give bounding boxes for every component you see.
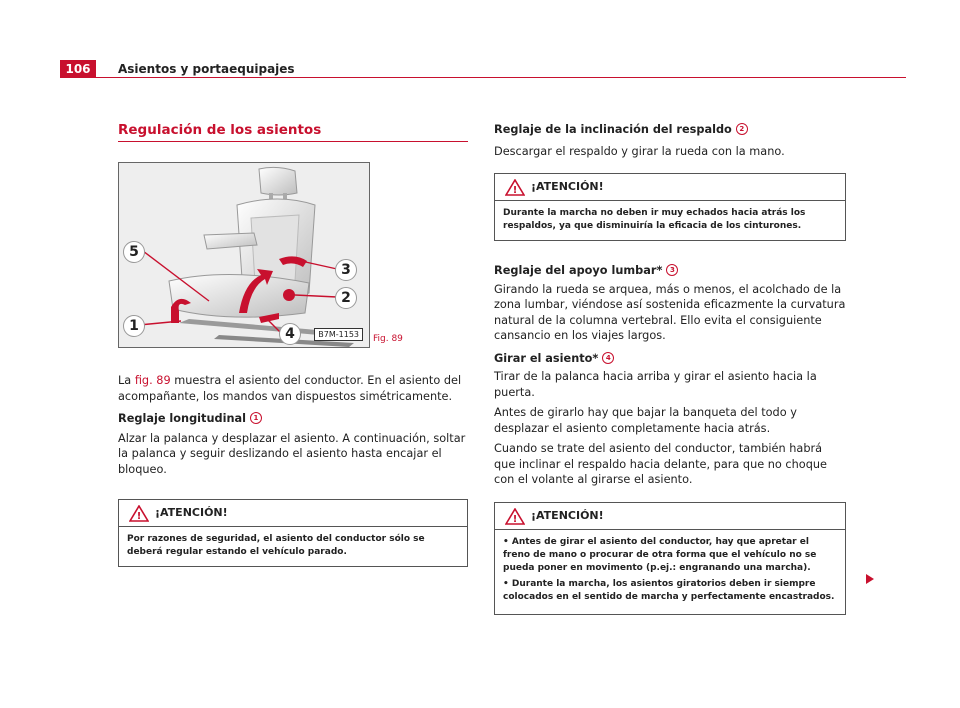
- callout-1: 1: [123, 315, 145, 337]
- svg-text:!: !: [512, 513, 518, 525]
- figure-caption: Fig. 89: [373, 334, 403, 344]
- rotate-text-2: Antes de girarlo hay que bajar la banqueta del todo y desplazar el asiento completamente hacia atrás.: [494, 406, 797, 435]
- warning-box-right-1: [494, 173, 846, 241]
- figure-link[interactable]: fig. 89: [134, 374, 171, 387]
- warning-body: [495, 530, 845, 614]
- running-title: Asientos y portaequipajes: [118, 62, 295, 76]
- rotate-text-1: Tirar de la palanca hacia arriba y girar el asiento hacia la puerta.: [494, 370, 817, 399]
- warning-box-right-2: [494, 502, 846, 615]
- callout-4: 4: [279, 323, 301, 345]
- warning-item: • Durante la marcha, los asientos giratorios deben ir siempre colocados en el sentido de marcha y perfectamente encastrados.: [503, 578, 835, 602]
- rotate-heading: [494, 351, 846, 367]
- longitudinal-heading-text: Reglaje longitudinal: [118, 412, 246, 425]
- intro-prefix: La: [118, 374, 135, 387]
- warning-item: • Antes de girar el asiento del conductor, hay que apretar el freno de mano o procurar de otra forma que el vehículo no se pueda poner en movimento (p.ej.: engranando una marcha).: [503, 536, 817, 573]
- callout-3: 3: [335, 259, 357, 281]
- figure-code: B7M-1153: [314, 328, 363, 341]
- ref-badge-3: 3: [666, 264, 678, 276]
- ref-badge-1: 1: [250, 412, 262, 424]
- warning-header: [495, 503, 845, 530]
- svg-text:!: !: [136, 511, 142, 522]
- ref-badge-2: 2: [736, 123, 748, 135]
- callout-5: 5: [123, 241, 145, 263]
- warning-header: [119, 500, 467, 527]
- warning-triangle-icon: [505, 508, 525, 525]
- inclination-heading: [494, 122, 846, 138]
- warning-header: [495, 174, 845, 201]
- inclination-heading-text: Reglaje de la inclinación del respaldo: [494, 123, 732, 136]
- warning-text: Durante la marcha no deben ir muy echados hacia atrás los respaldos, ya que disminuiría la eficacia de los cinturones.: [503, 208, 806, 231]
- warning-title: ¡ATENCIÓN!: [531, 508, 604, 522]
- lumbar-text: Girando la rueda se arquea, más o menos, el acolchado de la zona lumbar, viéndose así sostenida eficazmente la curvatura natural de la columna vertebral. Ello evita el consiguiente cansancio en los viajes largos.: [494, 282, 846, 342]
- continue-arrow-icon: [866, 574, 874, 584]
- warning-text: Por razones de seguridad, el asiento del conductor sólo se deberá regular estando el vehículo parado.: [127, 534, 425, 557]
- page-number: 106: [60, 60, 96, 78]
- seat-illustration: [119, 163, 369, 347]
- right-column: [494, 122, 846, 615]
- warning-triangle-icon: [129, 505, 149, 522]
- rotate-text-3: Cuando se trate del asiento del conductor, también habrá que inclinar el respaldo hacia delante, para que no choque con el volante al girarse el asiento.: [494, 442, 827, 486]
- left-body: [118, 373, 468, 567]
- lumbar-heading: [494, 263, 846, 279]
- intro-rest: muestra el asiento del conductor. En el asiento del acompañante, los mandos van dispuestos simétricamente.: [118, 374, 462, 403]
- rotate-heading-text: Girar el asiento*: [494, 351, 599, 365]
- warning-title: ¡ATENCIÓN!: [155, 506, 228, 519]
- longitudinal-text: Alzar la palanca y desplazar el asiento. A continuación, soltar la palanca y seguir deslizando el asiento hasta encajar el bloqueo.: [118, 431, 466, 476]
- warning-box-left: [118, 499, 468, 567]
- longitudinal-heading: [118, 411, 468, 427]
- inclination-text: Descargar el respaldo y girar la rueda con la mano.: [494, 144, 785, 158]
- left-column: [118, 122, 468, 142]
- warning-triangle-icon: [505, 179, 525, 196]
- svg-text:!: !: [512, 185, 518, 196]
- lumbar-heading-text: Reglaje del apoyo lumbar*: [494, 264, 663, 277]
- intro-paragraph: [118, 373, 468, 404]
- header-rule: [96, 77, 906, 78]
- seat-figure: [118, 162, 370, 348]
- ref-badge-4: 4: [602, 352, 614, 364]
- warning-title: ¡ATENCIÓN!: [531, 180, 604, 193]
- section-title: Regulación de los asientos: [118, 122, 468, 142]
- callout-2: 2: [335, 287, 357, 309]
